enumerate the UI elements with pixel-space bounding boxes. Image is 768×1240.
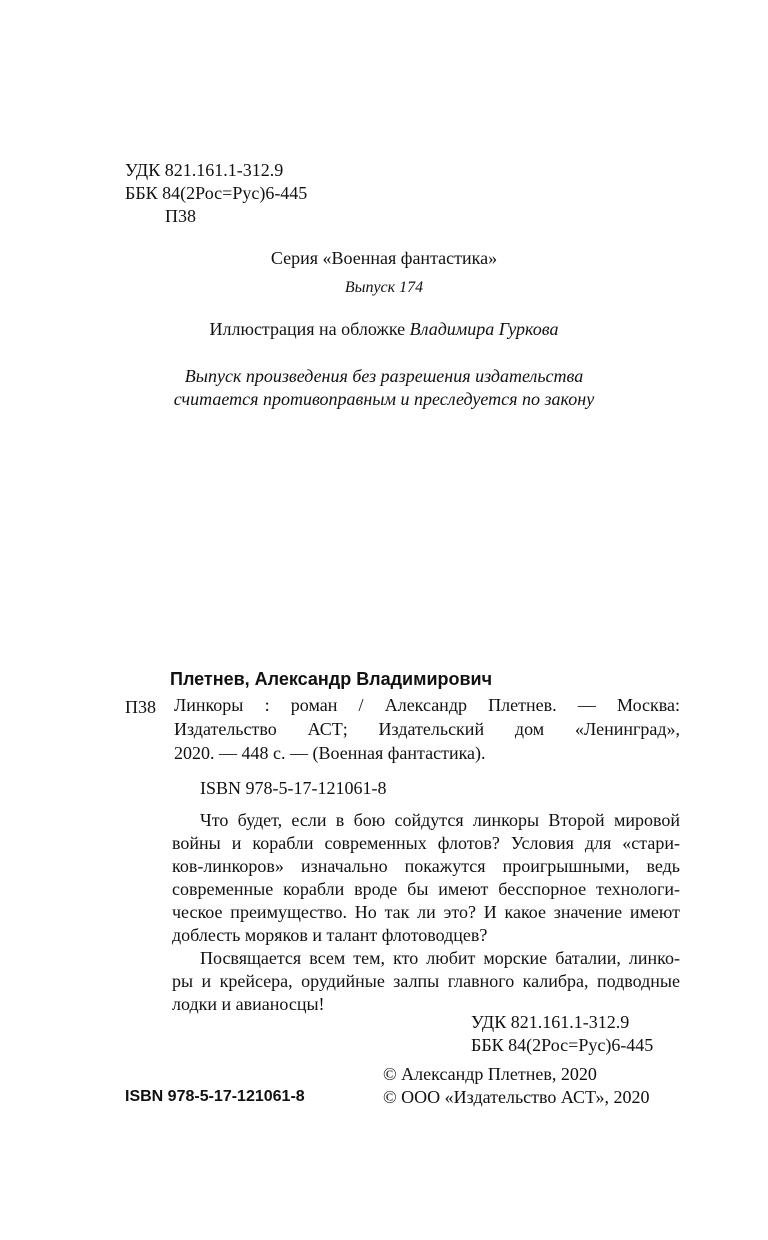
- annotation-line: лодки и авианосцы!: [172, 994, 325, 1014]
- bibliographic-record: [174, 694, 680, 766]
- copyright-publisher: © ООО «Издательство АСТ», 2020: [383, 1087, 650, 1107]
- series-line: Серия «Военная фантастика»: [270, 248, 498, 268]
- isbn-bold: ISBN 978-5-17-121061-8: [125, 1088, 305, 1105]
- udk-code-bottom: УДК 821.161.1-312.9: [471, 1012, 630, 1032]
- annotation: [172, 809, 680, 1016]
- catalog-isbn: ISBN 978-5-17-121061-8: [200, 778, 387, 798]
- annotation-line: ков-линкоров» изначально покажутся проигрышными, ведь: [172, 856, 680, 876]
- issue-number: Выпуск 174: [344, 279, 424, 296]
- top-classification-codes: [125, 159, 307, 229]
- warning-line-1: Выпуск произведения без разрешения издательства: [184, 366, 584, 386]
- annotation-line: Посвящается всем тем, кто любит морские баталии, линко-: [200, 948, 680, 968]
- bottom-classification-codes: [471, 1011, 653, 1057]
- catalog-author: Плетнев, Александр Владимирович: [170, 669, 493, 689]
- annotation-line: ры и крейсера, орудийные залпы главного калибра, подводные: [172, 971, 680, 991]
- annotation-line: доблесть моряков и талант флотоводцев?: [172, 925, 488, 945]
- copyright-warning: [0, 365, 768, 411]
- annotation-line: Что будет, если в бою сойдутся линкоры Второй мировой: [200, 810, 680, 830]
- warning-line-2: считается противоправным и преследуется по закону: [173, 389, 595, 409]
- bbk-code: ББК 84(2Рос=Рус)6-445: [125, 183, 308, 203]
- annotation-line: войны и корабли современных флотов? Условия для «стари-: [172, 833, 680, 853]
- annotation-line: ческое преимущество. Но так ли это? И какое значение имеют: [172, 902, 680, 922]
- bbk-code-bottom: ББК 84(2Рос=Рус)6-445: [471, 1035, 654, 1055]
- illustration-prefix: Иллюстрация на обложке: [209, 319, 410, 339]
- annotation-line: современные корабли вроде бы имеют бесспорное технологи-: [172, 879, 680, 899]
- author-sign: П38: [165, 206, 196, 226]
- illustration-credit: [0, 318, 768, 340]
- biblio-line: Издательство АСТ; Издательский дом «Ленинград»,: [174, 719, 680, 739]
- udk-code: УДК 821.161.1-312.9: [125, 160, 284, 180]
- biblio-line: Линкоры : роман / Александр Плетнев. — Москва:: [174, 695, 680, 715]
- catalog-code: П38: [125, 697, 156, 717]
- copyright-notices: [383, 1063, 650, 1109]
- copyright-author: © Александр Плетнев, 2020: [383, 1064, 597, 1084]
- biblio-line: 2020. — 448 с. — (Военная фантастика).: [174, 743, 486, 763]
- illustration-artist: Владимира Гуркова: [409, 319, 559, 339]
